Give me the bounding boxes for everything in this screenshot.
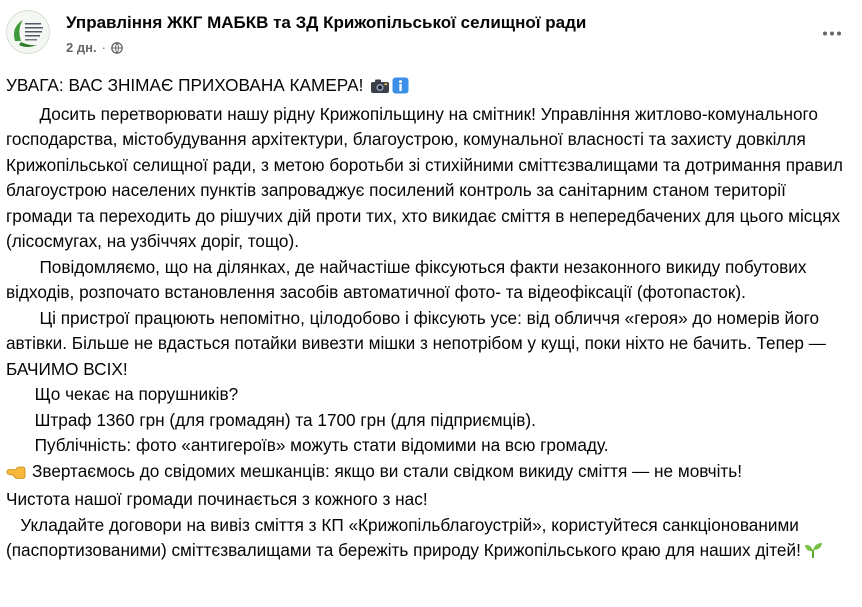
post-paragraph <box>6 408 856 434</box>
post-line: Повідомляємо, що на ділянках, де найчастіше фіксуються факти незаконного викиду побутових відходів, розпочато встановлення засобів автоматичної фото- та відеофіксації (фотопасток). <box>6 256 807 302</box>
post-line: Що чекає на порушників? <box>34 384 239 404</box>
post-paragraph <box>6 513 856 567</box>
post-meta <box>66 40 123 57</box>
post-paragraph <box>6 487 856 513</box>
post-line: Звертаємось до свідомих мешканців: якщо ви стали свідком викиду сміття — не мовчіть! <box>32 460 742 481</box>
camera-flash-icon <box>370 76 390 102</box>
post-line: Публічність: фото «антигероїв» можуть стати відомими на всю громаду. <box>34 435 609 455</box>
more-options-button[interactable] <box>814 16 850 52</box>
post-line: Ці пристрої працюють непомітно, цілодобово і фіксують усе: від обличчя «героя» до номерів його автівки. Більше не вдасться потайки вивезти мішки з непотрібом у кущі, поки ніхто не бачить. Тепер — БАЧИМО ВСІХ! <box>6 307 826 379</box>
post-paragraph <box>6 306 856 383</box>
post-paragraph <box>6 459 856 488</box>
seedling-icon <box>803 541 823 567</box>
organization-logo-icon <box>7 11 50 54</box>
backhand-pointing-left-icon <box>6 462 26 488</box>
globe-icon[interactable] <box>111 42 123 57</box>
post-paragraph-headline <box>6 73 856 102</box>
page-name[interactable]: Управління ЖКГ МАБКВ та ЗД Крижопільської селищної ради <box>66 13 587 32</box>
post-line: УВАГА: ВАС ЗНІМАЄ ПРИХОВАНА КАМЕРА! <box>6 75 364 95</box>
post-timestamp[interactable]: 2 дн. <box>66 40 97 55</box>
post-line: Досить перетворювати нашу рідну Крижопільщину на смітник! Управління житлово-комунального господарства, містобудування архітектури, благоустрою, комунальної власності та захисту довкілля Крижопільської селищної ради, з метою боротьби зі стихійними сміттєзвалищами та дотримання правил благоустрою населених пунктів запроваджує посилений контроль за санітарним станом території громади та переходить до рішучих дій проти тих, хто викидає сміття в непередбачених для цього місцях (лісосмугах, на узбіччях доріг, тощо). <box>6 103 843 251</box>
post-line: Штраф 1360 грн (для громадян) та 1700 грн (для підприємців). <box>34 409 536 430</box>
post-line: Чистота нашої громади починається з кожного з нас! <box>6 489 428 509</box>
post-line: Укладайте договори на вивіз сміття з КП «Крижопільблагоустрій», користуйтеся санкціонованими (паспортизованими) сміттєзвалищами та бережіть природу Крижопільського краю для наших дітей! <box>6 514 801 560</box>
post-paragraph <box>6 433 856 459</box>
post-paragraph <box>6 382 856 408</box>
meta-separator: · <box>101 40 106 55</box>
avatar[interactable] <box>6 10 50 54</box>
post-text <box>6 73 856 567</box>
more-options-icon <box>822 31 842 36</box>
post-paragraph <box>6 255 856 306</box>
post-header <box>0 0 862 70</box>
info-icon <box>392 76 409 102</box>
post-paragraph <box>6 102 856 255</box>
